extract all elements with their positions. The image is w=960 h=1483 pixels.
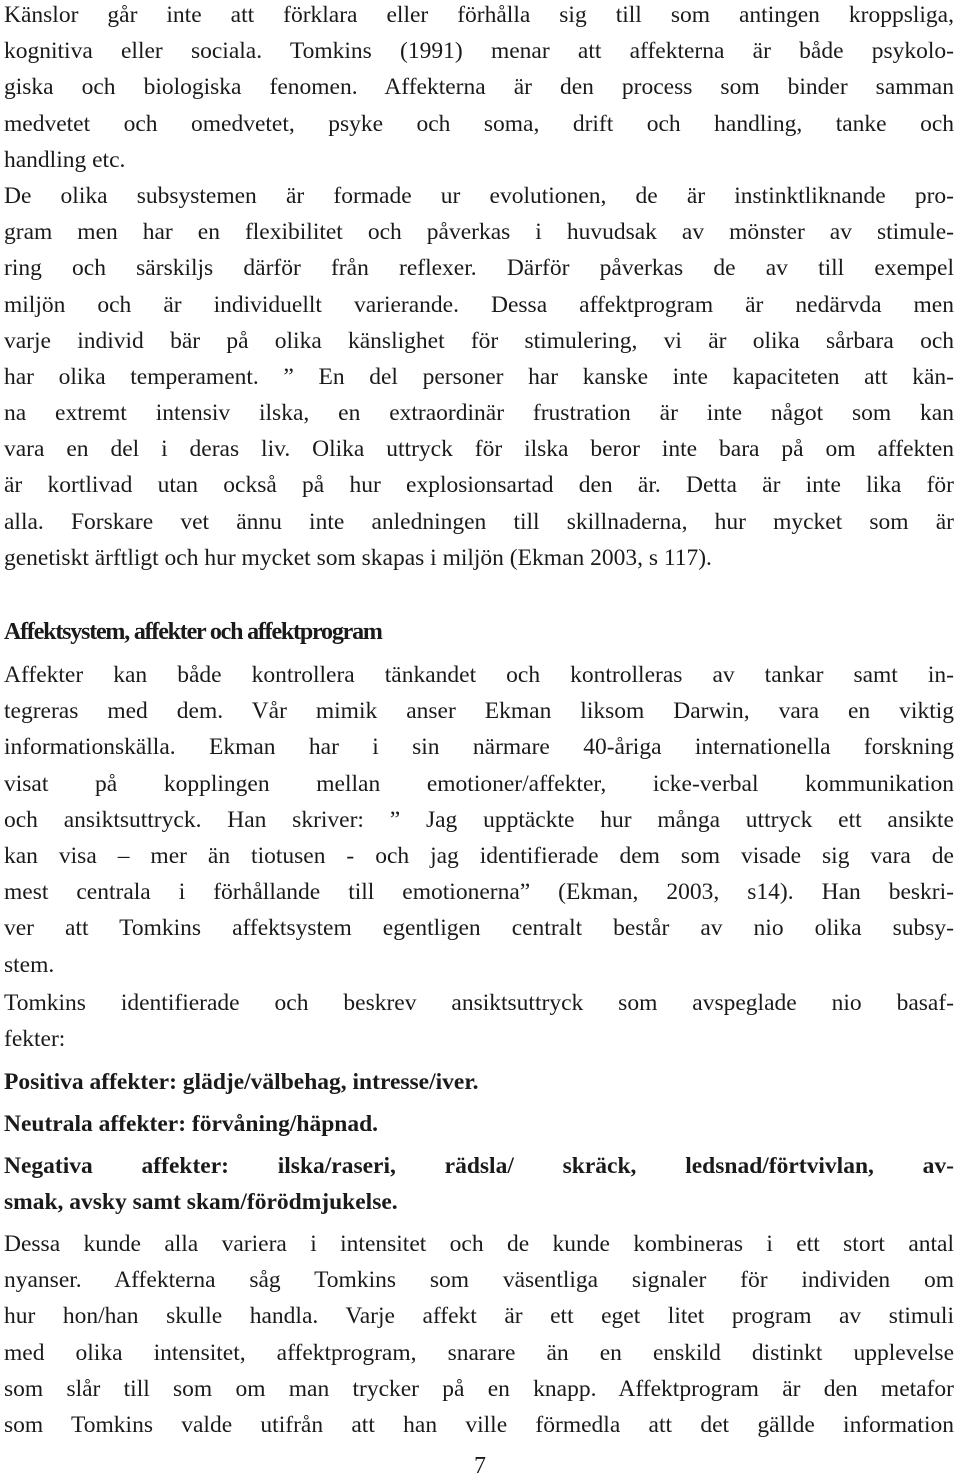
text-line: som slår till som om man trycker på en knapp. Affektprogram är den metafor [4, 1375, 954, 1402]
page-number: 7 [474, 1453, 486, 1479]
text-line: som Tomkins valde utifrån att han ville förmedla att det gällde information [4, 1411, 954, 1438]
text-line: kognitiva eller sociala. Tomkins (1991) menar att affekterna är både psykolo- [4, 38, 954, 65]
positive-affects [4, 1064, 954, 1100]
neutral-affects [4, 1106, 954, 1142]
text-line: alla. Forskare vet ännu inte anledningen till skillnaderna, hur mycket som är [4, 508, 954, 535]
text-line: nyanser. Affekterna såg Tomkins som väsentliga signaler för individen om [4, 1267, 954, 1294]
text-line: är kortlivad utan också på hur explosionsartad den är. Detta är inte lika för [4, 472, 954, 499]
text-line: handling etc. [4, 146, 126, 173]
text-line: visat på kopplingen mellan emotioner/affekter, icke-verbal kommunikation [4, 770, 954, 797]
text-line: Negativa affekter: ilska/raseri, rädsla/ skräck, ledsnad/förtvivlan, av- [4, 1153, 954, 1179]
text-line: na extremt intensiv ilska, en extraordinär frustration är inte något som kan [4, 400, 954, 427]
text-line: Positiva affekter: glädje/välbehag, intresse/iver. [4, 1069, 479, 1095]
text-line: kan visa – mer än tiotusen - och jag identifierade dem som visade sig vara de [4, 842, 954, 869]
text-line: stem. [4, 951, 55, 978]
paragraph-2 [4, 657, 954, 983]
text-line: Känslor går inte att förklara eller förhålla sig till som antingen kroppsliga, [4, 2, 954, 28]
text-line: fekter: [4, 1026, 66, 1053]
text-line: gram men har en flexibilitet och påverkas i huvudsak av mönster av stimule- [4, 219, 954, 246]
text-line: varje individ bär på olika känslighet för stimulering, vi är olika sårbara och [4, 327, 954, 354]
text-line: mest centrala i förhållande till emotionerna” (Ekman, 2003, s14). Han beskri- [4, 879, 954, 906]
negative-affects [4, 1148, 954, 1220]
text-line: informationskälla. Ekman har i sin närmare 40-åriga internationella forskning [4, 734, 954, 761]
text-line: miljön och är individuellt varierande. Dessa affektprogram är nedärvda men [4, 291, 954, 318]
text-line: Dessa kunde alla variera i intensitet och de kunde kombineras i ett stort antal [4, 1231, 954, 1257]
text-line: har olika temperament. ” En del personer har kanske inte kapaciteten att kän- [4, 363, 954, 390]
text-line: och ansiktsuttryck. Han skriver: ” Jag upptäckte hur många uttryck ett ansikte [4, 806, 954, 833]
text-line: tegreras med dem. Vår mimik anser Ekman liksom Darwin, vara en viktig [4, 698, 954, 725]
text-line: genetiskt ärftligt och hur mycket som skapas i miljön (Ekman 2003, s 117). [4, 544, 712, 571]
text-line: ring och särskiljs därför från reflexer. Därför påverkas de av till exempel [4, 255, 954, 282]
text-line: vara en del i deras liv. Olika uttryck för ilska beror inte bara på om affekten [4, 436, 954, 463]
paragraph-1 [4, 0, 954, 576]
text-line: De olika subsystemen är formade ur evolutionen, de är instinktliknande pro- [4, 182, 954, 209]
text-line: smak, avsky samt skam/förödmjukelse. [4, 1189, 398, 1216]
text-line: Affekter kan både kontrollera tänkandet och kontrolleras av tankar samt in- [4, 662, 954, 688]
text-line: hur hon/han skulle handla. Varje affekt är ett eget litet program av stimuli [4, 1303, 954, 1330]
paragraph-3 [4, 985, 954, 1057]
text-line: ver att Tomkins affektsystem egentligen centralt består av nio olika subsy- [4, 915, 954, 942]
text-line: Neutrala affekter: förvåning/häpnad. [4, 1111, 379, 1137]
text-line: Tomkins identifierade och beskrev ansiktsuttryck som avspeglade nio basaf- [4, 990, 954, 1016]
text-line: giska och biologiska fenomen. Affekterna är den process som binder samman [4, 74, 954, 101]
text-line: medvetet och omedvetet, psyke och soma, drift och handling, tanke och [4, 110, 954, 137]
text-line: med olika intensitet, affektprogram, snarare än en enskild distinkt upplevelse [4, 1339, 954, 1366]
paragraph-4 [4, 1226, 954, 1443]
section-heading: Affektsystem, affekter och affektprogram [4, 619, 382, 645]
